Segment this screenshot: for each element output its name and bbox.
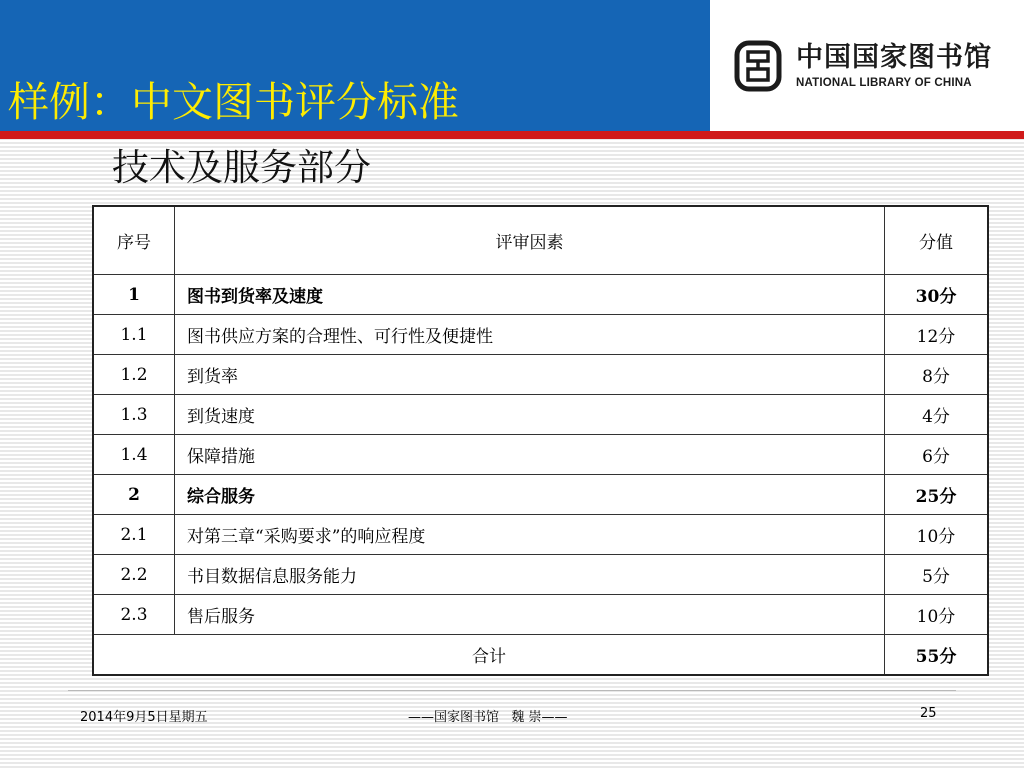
row-factor: 图书供应方案的合理性、可行性及便捷性 (175, 315, 885, 355)
row-value: 4分 (885, 395, 989, 435)
row-no: 1.2 (93, 355, 175, 395)
slide-title: 样例：中文图书评分标准 (8, 78, 459, 126)
total-label: 合计 (93, 635, 885, 676)
logo-english-name: NATIONAL LIBRARY OF CHINA (796, 77, 972, 89)
row-factor: 对第三章“采购要求”的响应程度 (175, 515, 885, 555)
table-total-row (93, 635, 988, 676)
scoring-table (92, 205, 989, 676)
table-header-row (93, 206, 988, 275)
national-library-seal-icon (734, 40, 782, 92)
row-factor: 到货速度 (175, 395, 885, 435)
table-row (93, 475, 988, 515)
row-value: 6分 (885, 435, 989, 475)
table-row (93, 435, 988, 475)
row-value: 10分 (885, 595, 989, 635)
row-value: 12分 (885, 315, 989, 355)
national-library-logo (734, 34, 992, 98)
row-no: 1.4 (93, 435, 175, 475)
row-no: 2.1 (93, 515, 175, 555)
row-factor: 到货率 (175, 355, 885, 395)
row-no: 2.3 (93, 595, 175, 635)
row-factor: 保障措施 (175, 435, 885, 475)
row-no: 2 (93, 475, 175, 515)
table-row (93, 515, 988, 555)
row-factor: 图书到货率及速度 (175, 275, 885, 315)
header-no: 序号 (93, 206, 175, 275)
row-no: 1 (93, 275, 175, 315)
logo-chinese-name: 中国国家图书馆 (796, 42, 992, 73)
table-row (93, 355, 988, 395)
footer-divider (68, 690, 956, 691)
row-factor: 书目数据信息服务能力 (175, 555, 885, 595)
accent-divider (0, 131, 1024, 139)
row-factor: 售后服务 (175, 595, 885, 635)
row-value: 8分 (885, 355, 989, 395)
row-value: 10分 (885, 515, 989, 555)
table-row (93, 555, 988, 595)
table-row (93, 395, 988, 435)
row-value: 25分 (885, 475, 989, 515)
row-value: 30分 (885, 275, 989, 315)
row-value: 5分 (885, 555, 989, 595)
total-value: 55分 (885, 635, 989, 676)
row-no: 1.3 (93, 395, 175, 435)
row-no: 1.1 (93, 315, 175, 355)
table-row (93, 595, 988, 635)
footer-date: 2014年9月5日星期五 (80, 710, 208, 725)
page-number: 25 (920, 706, 937, 721)
footer-author: ——国家图书馆 魏 崇—— (408, 710, 568, 725)
header-factor: 评审因素 (175, 206, 885, 275)
header-value: 分值 (885, 206, 989, 275)
row-factor: 综合服务 (175, 475, 885, 515)
section-subtitle: 技术及服务部分 (112, 146, 371, 189)
row-no: 2.2 (93, 555, 175, 595)
table-row (93, 315, 988, 355)
table-row (93, 275, 988, 315)
